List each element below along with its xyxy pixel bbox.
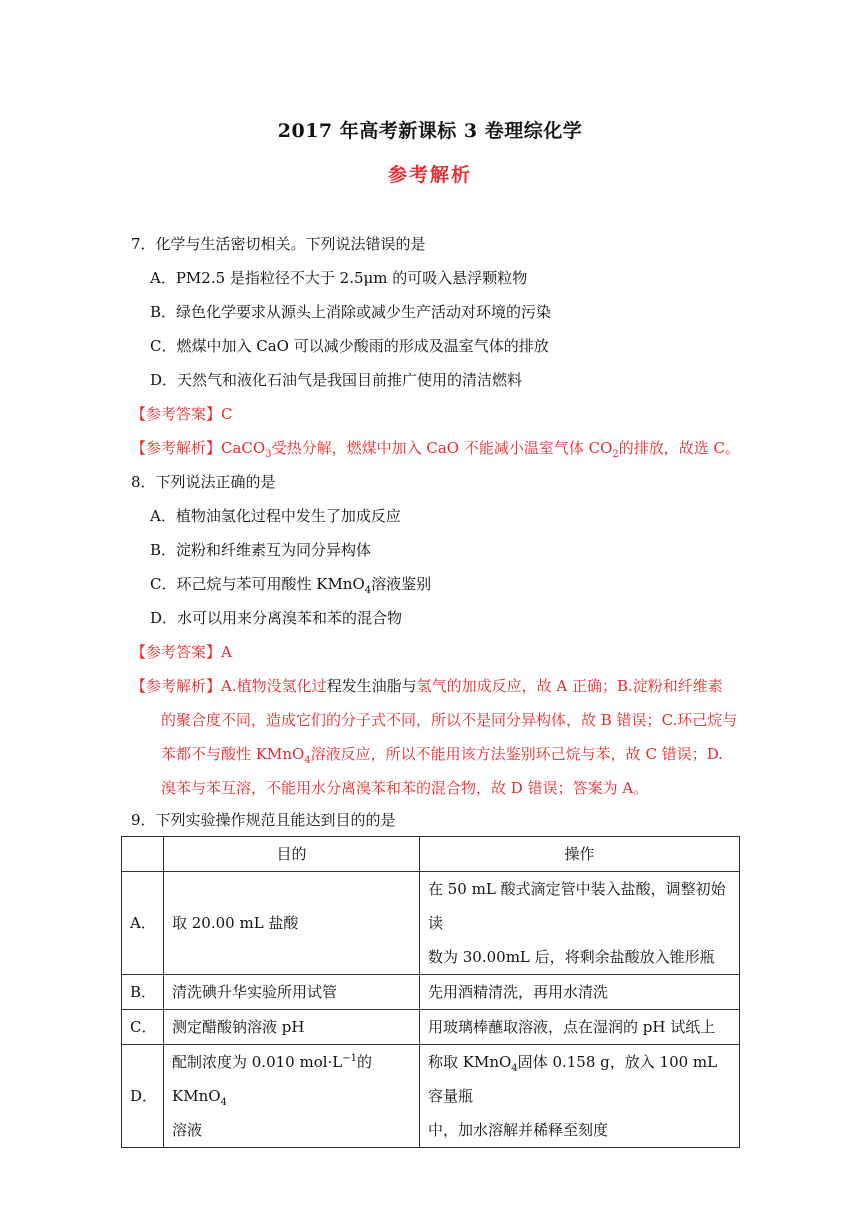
- q9-table: [121, 836, 740, 1148]
- goal-part: 的 KMnO: [172, 1053, 373, 1105]
- q8-analysis-line-1: [131, 676, 723, 696]
- q8-analysis-subscript: 4: [304, 755, 311, 766]
- row-label: B．: [122, 975, 164, 1010]
- q7-analysis-part: 受热分解，燃煤中加入 CaO 不能减小温室气体 CO: [271, 439, 613, 457]
- q8-option-a: A．植物油氢化过程中发生了加成反应: [150, 507, 401, 525]
- q7-analysis-subscript: 2: [612, 449, 619, 460]
- question-9-stem: 9．下列实验操作规范且能达到目的的是: [131, 811, 396, 829]
- q8-analysis-line-4: 溴苯与苯互溶，不能用水分离溴苯和苯的混合物，故 D 错误；答案为 A。: [161, 779, 649, 797]
- row-label: A．: [122, 872, 164, 975]
- q7-analysis: [131, 438, 740, 458]
- q8-option-b: B．淀粉和纤维素互为同分异构体: [150, 541, 372, 559]
- row-operation: [420, 1045, 740, 1148]
- q7-analysis-part: 的排放，故选 C。: [618, 439, 741, 457]
- q7-analysis-part: 【参考解析】CaCO: [131, 439, 266, 457]
- table-header-row: [122, 837, 740, 872]
- goal-part: 配制浓度为 0.010 mol·L: [172, 1053, 343, 1071]
- goal-line: 溶液: [172, 1121, 203, 1139]
- operation-line: 数为 30.00mL 后，将剩余盐酸放入锥形瓶: [428, 948, 715, 966]
- q8-answer: 【参考答案】A: [131, 643, 232, 661]
- q7-option-c: C．燃煤中加入 CaO 可以减少酸雨的形成及温室气体的排放: [150, 337, 549, 355]
- q8-analysis-part: 程发生油脂与: [326, 677, 417, 695]
- row-label: D．: [122, 1045, 164, 1148]
- row-goal: 取 20.00 mL 盐酸: [164, 872, 420, 975]
- row-operation: 先用酒精清洗，再用水清洗: [420, 975, 740, 1010]
- table-row: [122, 1045, 740, 1148]
- q8-analysis-line-3: [161, 744, 723, 764]
- table-row: [122, 1010, 740, 1045]
- operation-line: 中，加水溶解并稀释至刻度: [428, 1121, 609, 1139]
- operation-part: 固体 0.158 g，放入 100 mL 容量瓶: [428, 1053, 718, 1105]
- table-header-cell: 操作: [420, 837, 740, 872]
- q8-analysis-line-2: 的聚合度不同，造成它们的分子式不同，所以不是同分异构体，故 B 错误；C.环己烷与: [161, 711, 738, 729]
- q8-analysis-part: 【参考解析】A.植物没氢化过: [131, 677, 327, 695]
- operation-part: 称取 KMnO: [428, 1053, 512, 1071]
- table-header-cell: 目的: [164, 837, 420, 872]
- q7-answer: 【参考答案】C: [131, 405, 233, 423]
- table-header-cell: [122, 837, 164, 872]
- q8-option-c-text: C．环己烷与苯可用酸性 KMnO: [150, 575, 365, 593]
- q7-analysis-subscript: 3: [265, 449, 272, 460]
- q8-analysis-part: 氢气的加成反应，故 A 正确；B.淀粉和纤维素: [416, 677, 723, 695]
- row-goal: 测定醋酸钠溶液 pH: [164, 1010, 420, 1045]
- q7-option-d: D．天然气和液化石油气是我国目前推广使用的清洁燃料: [150, 371, 523, 389]
- row-goal: 清洗碘升华实验所用试管: [164, 975, 420, 1010]
- goal-subscript: 4: [220, 1097, 227, 1108]
- row-operation: [420, 872, 740, 975]
- operation-line: [428, 1045, 731, 1113]
- row-label: C．: [122, 1010, 164, 1045]
- q7-option-a: A．PM2.5 是指粒径不大于 2.5μm 的可吸入悬浮颗粒物: [150, 269, 528, 287]
- question-8-stem: 8．下列说法正确的是: [131, 473, 276, 491]
- goal-line: [172, 1045, 411, 1113]
- question-7-stem: 7．化学与生活密切相关。下列说法错误的是: [131, 235, 426, 253]
- goal-superscript: −1: [342, 1053, 358, 1064]
- row-goal: [164, 1045, 420, 1148]
- q8-analysis-part: 溶液反应，所以不能用该方法鉴别环己烷与苯，故 C 错误；D.: [310, 745, 723, 763]
- operation-subscript: 4: [511, 1063, 518, 1074]
- q8-option-c-tail: 溶液鉴别: [371, 575, 432, 593]
- page-title: 2017 年高考新课标 3 卷理综化学: [277, 120, 583, 142]
- q7-option-b: B．绿色化学要求从源头上消除或减少生产活动对环境的污染: [150, 303, 552, 321]
- table-row: [122, 872, 740, 975]
- table-row: [122, 975, 740, 1010]
- q8-option-d: D．水可以用来分离溴苯和苯的混合物: [150, 609, 403, 627]
- operation-line: 在 50 mL 酸式滴定管中装入盐酸，调整初始读: [428, 880, 726, 932]
- q8-option-c-subscript: 4: [364, 585, 372, 596]
- row-operation: 用玻璃棒蘸取溶液，点在湿润的 pH 试纸上: [420, 1010, 740, 1045]
- page-subtitle: 参考解析: [387, 164, 472, 186]
- q8-option-c: [150, 574, 431, 594]
- q8-analysis-part: 苯都不与酸性 KMnO: [161, 745, 305, 763]
